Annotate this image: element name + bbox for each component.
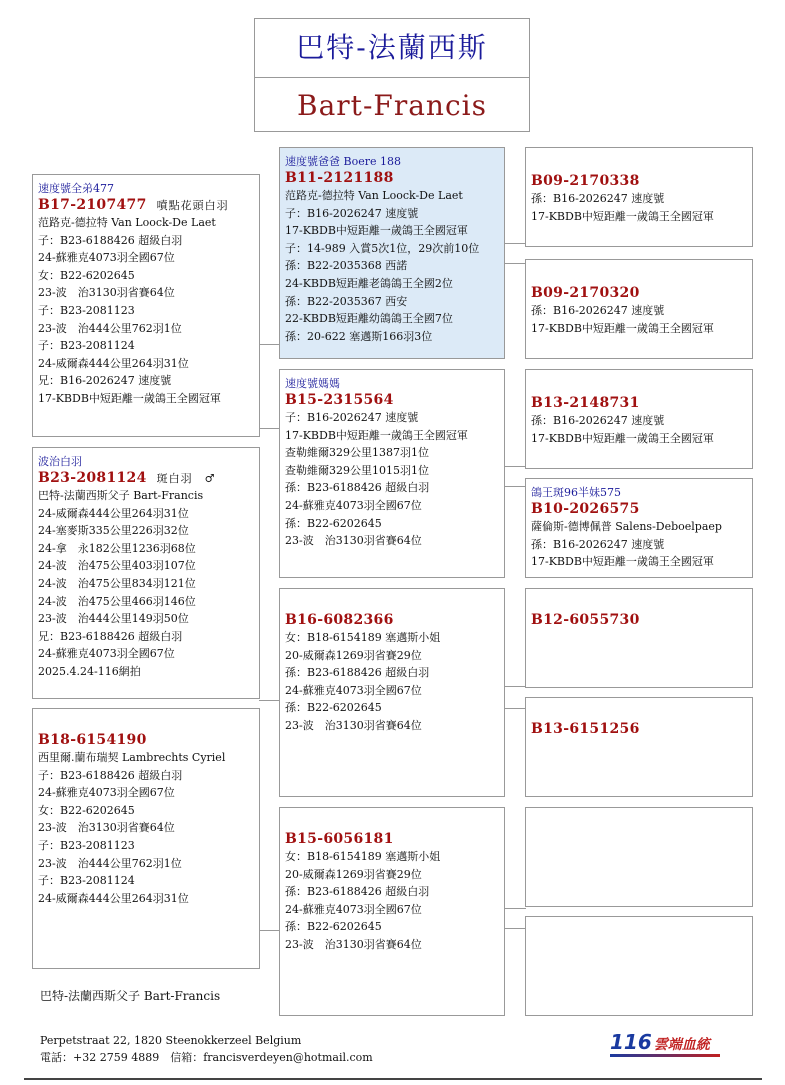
card-header: 速度號爸爸 Boere 188 xyxy=(285,155,401,168)
title-chinese: 巴特-法蘭西斯 xyxy=(296,31,488,64)
dam-card xyxy=(32,708,260,969)
info-line: 女：B18-6154189 塞邁斯小姐 xyxy=(285,850,441,863)
connector-line xyxy=(504,708,526,709)
card-lines xyxy=(285,187,500,345)
logo-number: 116 xyxy=(610,1030,652,1054)
card-lines xyxy=(531,412,748,447)
info-line: 24-塞麥斯335公里226羽32位 xyxy=(38,524,189,538)
logo-underline xyxy=(610,1054,720,1057)
card-lines xyxy=(531,518,748,571)
info-line: 西里爾.蘭布瑞契 Lambrechts Cyriel xyxy=(38,751,226,764)
info-line: 查勒維爾329公里1387羽1位 xyxy=(285,446,429,460)
sss-card xyxy=(525,147,753,247)
ring-number: B12-6055730 xyxy=(531,612,640,628)
sds-card xyxy=(525,369,753,469)
info-line: 23-波 治3130羽省賽64位 xyxy=(38,286,175,300)
breeder-name: 巴特-法蘭西斯父子 Bart-Francis xyxy=(40,989,221,1003)
sdd-card xyxy=(525,478,753,578)
info-line: 孫：20-622 塞邁斯166羽3位 xyxy=(285,329,433,343)
info-line: 孫：B23-6188426 超級白羽 xyxy=(285,666,430,680)
info-line: 女：B22-6202645 xyxy=(38,268,135,282)
info-line: 子：B23-6188426 超級白羽 xyxy=(38,768,183,782)
info-line: 24-威爾森444公里264羽31位 xyxy=(38,891,189,905)
info-line: 巴特-法蘭西斯父子 Bart-Francis xyxy=(38,489,204,502)
connector-line xyxy=(504,686,526,687)
dss-card xyxy=(525,588,753,688)
info-line: 范路克-德拉特 Van Loock-De Laet xyxy=(38,216,216,229)
connector-line xyxy=(504,263,526,264)
connector-line xyxy=(259,344,280,345)
contact-info xyxy=(40,1032,373,1066)
info-line: 24-KBDB短距離老鴿鴿王全國2位 xyxy=(285,276,453,290)
info-line: 17-KBDB中短距離一歲鴿王全國冠軍 xyxy=(38,391,221,405)
ring-number: B18-6154190 xyxy=(38,732,147,748)
card-lines xyxy=(531,190,748,225)
info-line: 17-KBDB中短距離一歲鴿王全國冠軍 xyxy=(285,224,468,238)
info-line: 孫：B16-2026247 速度號 xyxy=(531,537,665,551)
info-line: 24-波 治475公里466羽146位 xyxy=(38,594,196,608)
card-lines xyxy=(285,629,500,735)
info-line: 23-波 治444公里762羽1位 xyxy=(38,856,182,870)
phone-email: 電話：+32 2759 4889 信箱：francisverdeyen@hotmail.com xyxy=(40,1051,373,1064)
info-line: 薩倫斯-德博佩普 Salens-Deboelpaep xyxy=(531,520,722,533)
info-line: 孫：B23-6188426 超級白羽 xyxy=(285,885,430,899)
ring-number: B16-6082366 xyxy=(285,612,394,628)
card-lines xyxy=(38,214,255,408)
info-line: 24-威爾森444公里264羽31位 xyxy=(38,506,189,520)
info-line: 17-KBDB中短距離一歲鴿王全國冠軍 xyxy=(531,321,714,335)
info-line: 24-蘇雅克4073羽全國67位 xyxy=(285,498,422,512)
info-line: 23-波 治444公里762羽1位 xyxy=(38,321,182,335)
connector-line xyxy=(504,928,526,929)
dam-dam-card xyxy=(279,807,505,1016)
info-line: 子：B23-2081124 xyxy=(38,874,135,888)
info-line: 子：B16-2026247 速度號 xyxy=(285,411,419,424)
info-line: 孫：B16-2026247 速度號 xyxy=(531,192,665,205)
info-line: 子：B23-6188426 超級白羽 xyxy=(38,233,183,247)
card-header: 速度號全弟477 xyxy=(38,182,114,195)
connector-line xyxy=(504,466,526,467)
info-line: 24-蘇雅克4073羽全國67位 xyxy=(285,683,422,697)
ring-number: B13-6151256 xyxy=(531,721,640,737)
card-header: 鴿王斑96半妹575 xyxy=(531,486,621,499)
info-line: 子：B23-2081123 xyxy=(38,303,135,317)
info-line: 23-波 治3130羽省賽64位 xyxy=(285,937,422,951)
info-line: 22-KBDB短距離幼鴿鴿王全國7位 xyxy=(285,312,453,326)
ring-number: B15-6056181 xyxy=(285,831,394,847)
info-line: 孫：B22-2035368 西諾 xyxy=(285,259,408,273)
info-line: 子：B16-2026247 速度號 xyxy=(285,206,419,220)
info-line: 女：B22-6202645 xyxy=(38,803,135,817)
ring-number: B09-2170320 xyxy=(531,285,640,301)
info-line: 24-蘇雅克4073羽全國67位 xyxy=(38,786,175,800)
info-line: 范路克-德拉特 Van Loock-De Laet xyxy=(285,189,463,202)
info-line: 20-威爾森1269羽省賽29位 xyxy=(285,648,422,662)
logo xyxy=(610,1030,720,1058)
info-line: 兄：B23-6188426 超級白羽 xyxy=(38,629,183,643)
info-line: 孫：B23-6188426 超級白羽 xyxy=(285,481,430,495)
title-english: Bart-Francis xyxy=(297,89,487,122)
connector-line xyxy=(504,908,526,909)
info-line: 兄：B16-2026247 速度號 xyxy=(38,374,172,388)
info-line: 孫：B16-2026247 速度號 xyxy=(531,304,665,317)
address: Perpetstraat 22, 1820 Steenokkerzeel Belgium xyxy=(40,1034,302,1047)
dsd-card xyxy=(525,697,753,797)
subject-card xyxy=(32,447,260,699)
info-line: 17-KBDB中短距離一歲鴿王全國冠軍 xyxy=(531,431,714,445)
dds-card xyxy=(525,807,753,907)
title-box xyxy=(254,18,530,132)
info-line: 24-威爾森444公里264羽31位 xyxy=(38,356,189,370)
card-lines xyxy=(531,302,748,337)
ring-number: B17-2107477 噴點花頭白羽 xyxy=(38,197,229,213)
info-line: 孫：B16-2026247 速度號 xyxy=(531,414,665,427)
ssd-card xyxy=(525,259,753,359)
info-line: 24-蘇雅克4073羽全國67位 xyxy=(285,902,422,916)
info-line: 孫：B22-6202645 xyxy=(285,516,382,530)
info-line: 20-威爾森1269羽省賽29位 xyxy=(285,867,422,881)
ring-number: B23-2081124 斑白羽 ♂ xyxy=(38,470,216,486)
connector-line xyxy=(504,243,526,244)
info-line: 子：B23-2081124 xyxy=(38,339,135,353)
info-line: 23-波 治3130羽省賽64位 xyxy=(285,718,422,732)
info-line: 孫：B22-6202645 xyxy=(285,701,382,715)
card-lines xyxy=(285,848,500,954)
info-line: 23-波 治444公里149羽50位 xyxy=(38,612,189,626)
ring-number: B10-2026575 xyxy=(531,501,640,517)
connector-line xyxy=(259,700,280,701)
info-line: 24-波 治475公里834羽121位 xyxy=(38,576,196,590)
sire-dam-card xyxy=(279,369,505,578)
info-line: 子：14-989 入賞5次1位，29次前10位 xyxy=(285,241,480,255)
info-line: 子：B23-2081123 xyxy=(38,838,135,852)
logo-text: 雲端血統 xyxy=(653,1037,710,1053)
info-line: 23-波 治3130羽省賽64位 xyxy=(38,821,175,835)
ring-number: B11-2121188 xyxy=(285,170,394,186)
info-line: 17-KBDB中短距離一歲鴿王全國冠軍 xyxy=(531,209,714,223)
info-line: 查勒維爾329公里1015羽1位 xyxy=(285,463,429,477)
info-line: 2025.4.24-116網拍 xyxy=(38,664,141,678)
sire-sire-card xyxy=(279,147,505,359)
connector-line xyxy=(259,428,280,429)
card-lines xyxy=(38,749,255,907)
info-line: 孫：B22-2035367 西安 xyxy=(285,294,408,308)
connector-line xyxy=(504,486,526,487)
color-label: 噴點花頭白羽 xyxy=(156,199,229,212)
connector-line xyxy=(259,930,280,931)
card-lines xyxy=(285,409,500,550)
ring-number: B13-2148731 xyxy=(531,395,640,411)
info-line: 女：B18-6154189 塞邁斯小姐 xyxy=(285,631,441,644)
title-divider xyxy=(255,77,529,78)
color-label: 斑白羽 ♂ xyxy=(156,472,216,485)
sire-card xyxy=(32,174,260,437)
card-lines xyxy=(38,487,255,681)
info-line: 24-拿 永182公里1236羽68位 xyxy=(38,541,196,555)
info-line: 24-蘇雅克4073羽全國67位 xyxy=(38,647,175,661)
info-line: 23-波 治3130羽省賽64位 xyxy=(285,534,422,548)
info-line: 孫：B22-6202645 xyxy=(285,920,382,934)
info-line: 17-KBDB中短距離一歲鴿王全國冠軍 xyxy=(531,555,714,569)
dam-sire-card xyxy=(279,588,505,797)
card-header: 波治白羽 xyxy=(38,455,82,468)
bottom-divider xyxy=(24,1078,762,1080)
info-line: 17-KBDB中短距離一歲鴿王全國冠軍 xyxy=(285,428,468,442)
ddd-card xyxy=(525,916,753,1016)
info-line: 24-蘇雅克4073羽全國67位 xyxy=(38,251,175,265)
info-line: 24-波 治475公里403羽107位 xyxy=(38,559,196,573)
card-header: 速度號媽媽 xyxy=(285,377,340,390)
ring-number: B09-2170338 xyxy=(531,173,640,189)
ring-number: B15-2315564 xyxy=(285,392,394,408)
